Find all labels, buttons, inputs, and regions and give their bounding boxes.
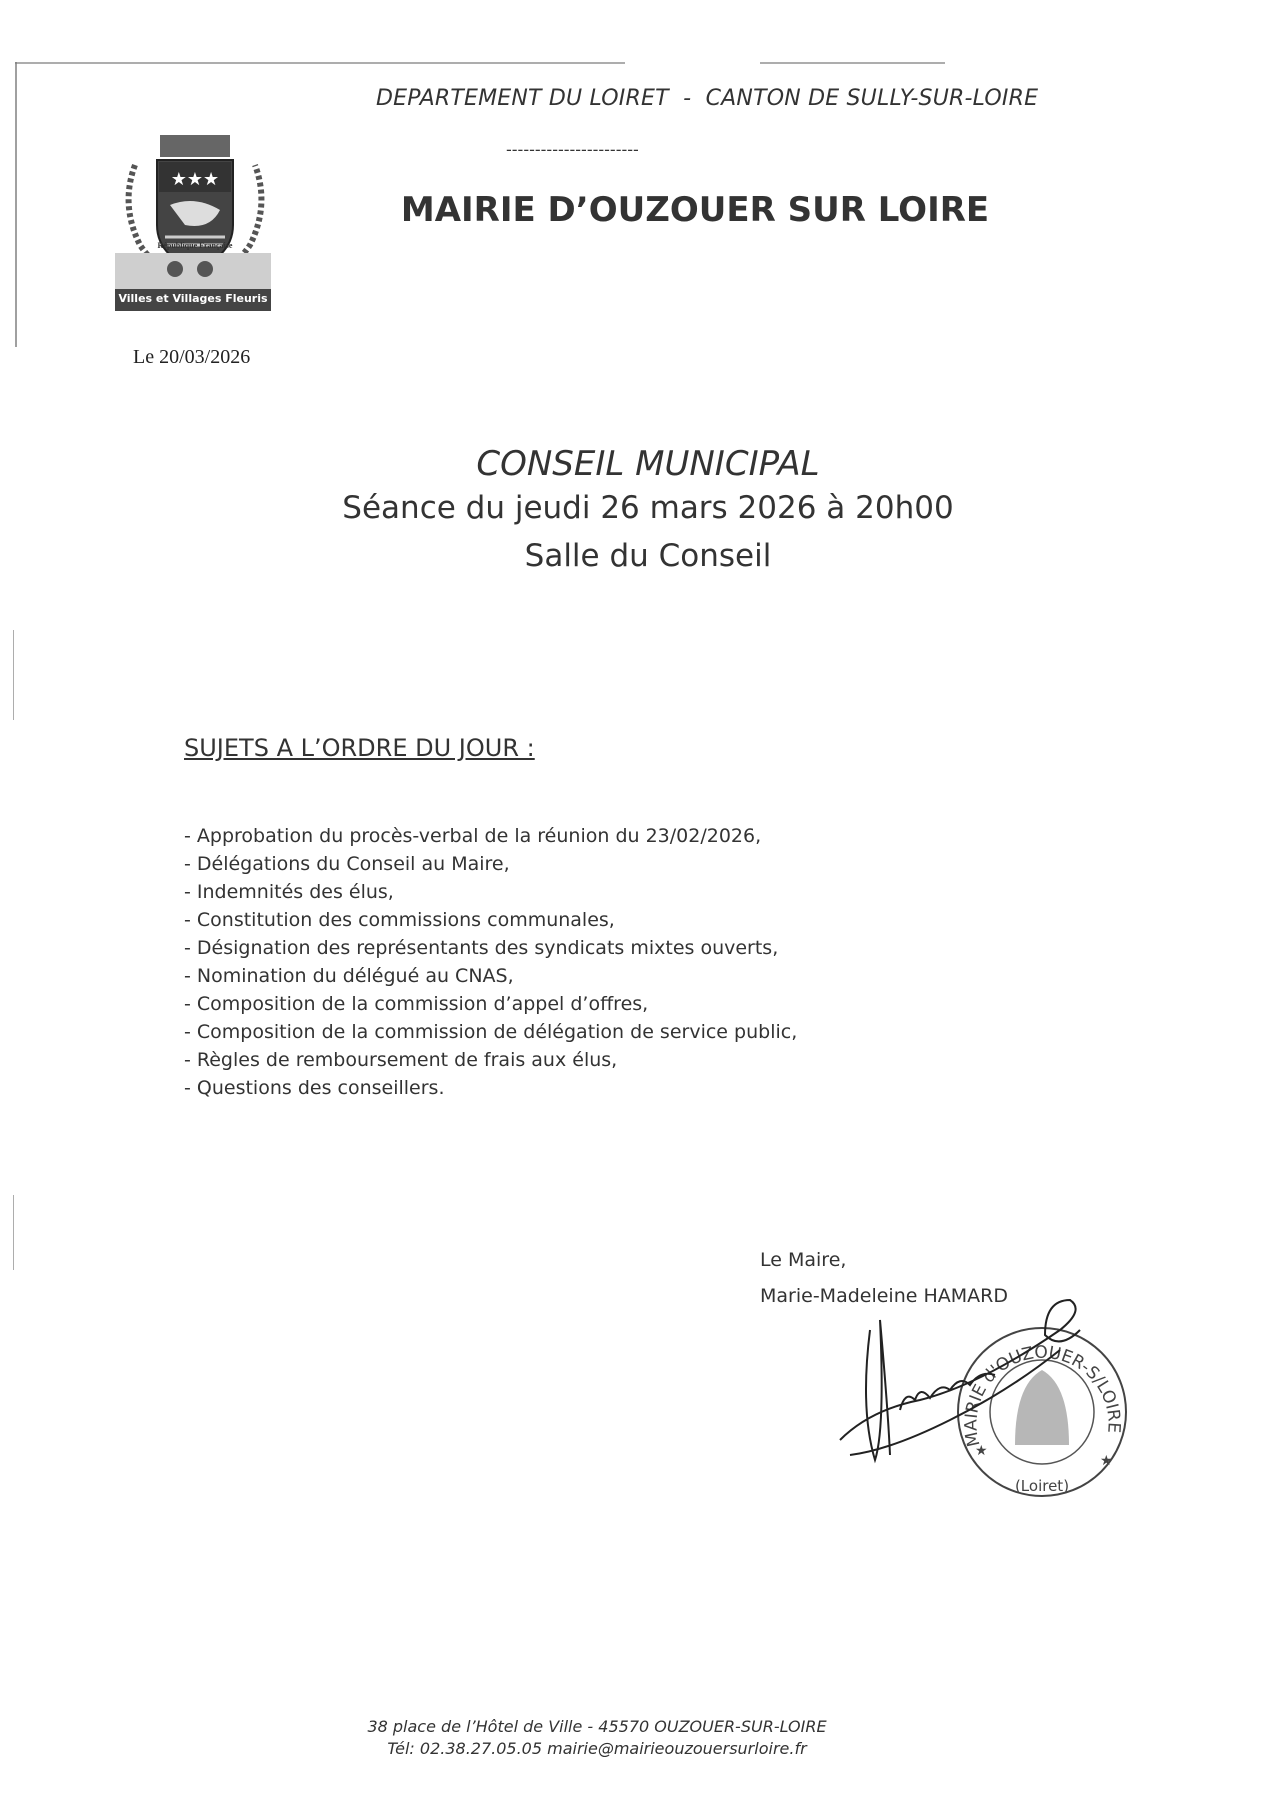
agenda-item: - Approbation du procès-verbal de la réunion du 23/02/2026, [184, 825, 762, 847]
footer-contact: Tél: 02.38.27.05.05 mairie@mairieouzouersurloire.fr [387, 1739, 807, 1758]
svg-text:★: ★ [1100, 1453, 1113, 1469]
signatory-role: Le Maire, [760, 1249, 847, 1271]
agenda-item: - Questions des conseillers. [184, 1077, 445, 1099]
flower-icon [167, 261, 183, 277]
agenda-item: - Délégations du Conseil au Maire, [184, 853, 510, 875]
meeting-room: Salle du Conseil [524, 538, 772, 574]
meeting-session: Séance du jeudi 26 mars 2026 à 20h00 [342, 490, 954, 526]
agenda-item: - Constitution des commissions communales, [184, 909, 615, 931]
signatory-name: Marie-Madeleine HAMARD [760, 1285, 1008, 1307]
agenda-item: - Composition de la commission de délégation de service public, [184, 1021, 798, 1043]
svg-text:★: ★ [975, 1443, 988, 1459]
meeting-title: CONSEIL MUNICIPAL [476, 444, 820, 484]
handwritten-signature [830, 1290, 1100, 1480]
logo-caption: République Française [157, 241, 233, 250]
svg-text:MAIRIE d'OUZOUER-S/LOIRE: MAIRIE d'OUZOUER-S/LOIRE [961, 1342, 1124, 1449]
flower-icon [197, 261, 213, 277]
svg-text:★★★: ★★★ [170, 169, 220, 190]
scan-line-top-right [760, 62, 945, 64]
footer [0, 1716, 1194, 1760]
scan-line-left-3 [13, 1195, 14, 1270]
agenda-item: - Désignation des représentants des syndicats mixtes ouverts, [184, 937, 779, 959]
scan-line-top [15, 62, 625, 64]
scan-line-left-2 [13, 630, 14, 720]
document-date: Le 20/03/2026 [133, 346, 251, 368]
agenda-list [184, 822, 797, 1102]
agenda-item: - Composition de la commission d’appel d’offres, [184, 993, 649, 1015]
page-title: MAIRIE D’OUZOUER SUR LOIRE [400, 190, 990, 230]
svg-text:(Loiret): (Loiret) [1014, 1477, 1070, 1495]
header-separator: ----------------------- [506, 140, 639, 159]
footer-address: 38 place de l’Hôtel de Ville - 45570 OUZOUER-SUR-LOIRE [367, 1717, 827, 1736]
agenda-item: - Nomination du délégué au CNAS, [184, 965, 514, 987]
agenda-item: - Indemnités des élus, [184, 881, 394, 903]
department-line: DEPARTEMENT DU LOIRET - CANTON DE SULLY-SUR-LOIRE [376, 86, 1039, 111]
logo-label: Villes et Villages Fleuris [115, 289, 271, 311]
agenda-item: - Règles de remboursement de frais aux élus, [184, 1049, 618, 1071]
agenda-heading: SUJETS A L’ORDRE DU JOUR : [184, 734, 535, 762]
